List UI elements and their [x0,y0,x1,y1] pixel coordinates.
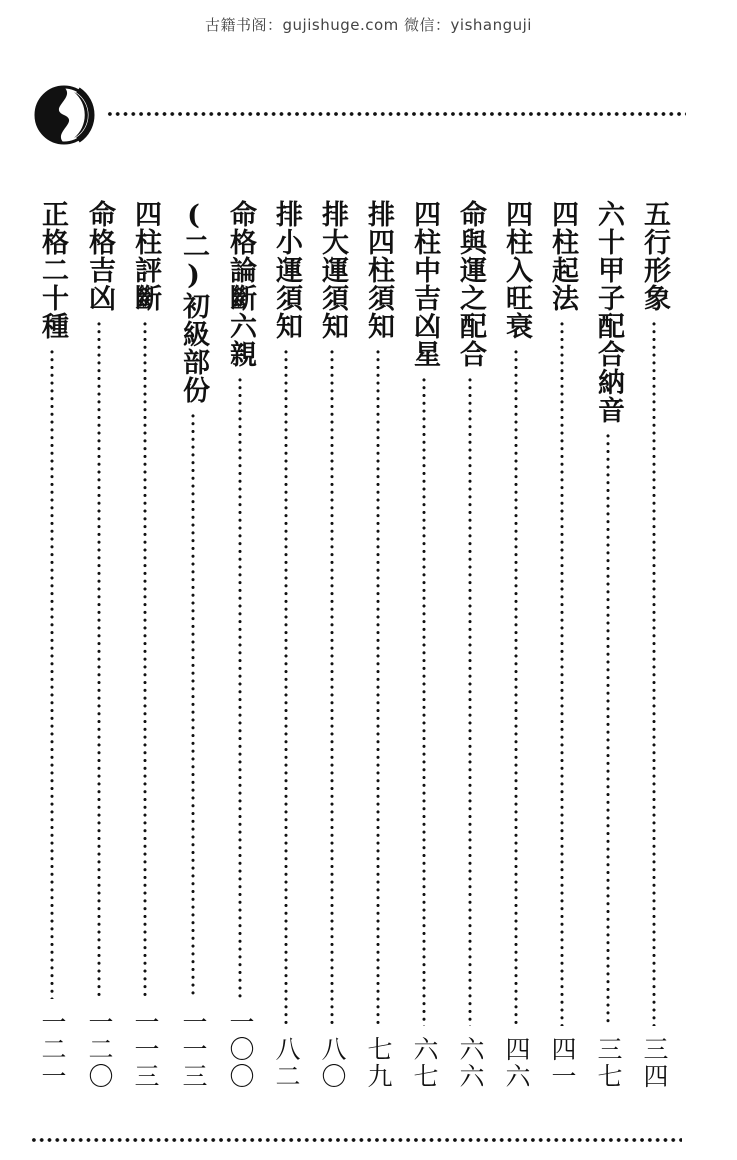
toc-entry[interactable] [223,200,257,1090]
toc-entry-title: 六十甲子配合納音 [593,200,624,424]
toc-entry[interactable] [176,200,210,1090]
toc-entry-leader [422,376,426,1026]
toc-entry-title: 四柱中吉凶星 [409,200,440,368]
toc-entry-title: (二)初級部份 [178,200,209,404]
toc-entry-leader [606,432,610,1026]
toc-entry-page: 七九 [364,1036,393,1090]
toc-entry-title: 命格論斷六親 [225,200,256,368]
toc-entry-title: 四柱起法 [547,200,578,312]
toc-entry[interactable] [35,200,69,1090]
toc-entry-page: 三七 [594,1036,623,1090]
toc-entry-title: 命格吉凶 [84,200,115,312]
toc-entry-title: 排大運須知 [317,200,348,340]
toc-entry[interactable] [128,200,162,1090]
toc-entry-title: 四柱評斷 [130,200,161,312]
toc-entry-page: 六六 [456,1036,485,1090]
toc-entry-page: 四六 [502,1036,531,1090]
toc-entry[interactable] [82,200,116,1090]
toc-entry-page: 八二 [272,1036,301,1090]
toc-entry-leader [238,376,242,999]
toc-entry-page: 三四 [640,1036,669,1090]
toc-entry[interactable] [499,200,533,1090]
bottom-dotted-rule [30,1137,682,1143]
toc-entry-page: 四一 [548,1036,577,1090]
toc-entry-page: 一二一 [38,1009,67,1090]
toc-entry-page: 六七 [410,1036,439,1090]
toc-entry-title: 五行形象 [639,200,670,312]
toc-entry[interactable] [637,200,671,1090]
toc-entry-leader [330,348,334,1026]
toc-entry-leader [652,320,656,1026]
toc-entry-leader [560,320,564,1026]
watermark-text: 古籍书阁：gujishuge.com 微信：yishanguji [205,16,532,34]
toc-entry-leader [514,348,518,1026]
toc-entry-leader [191,412,195,999]
toc-entry-title: 四柱入旺衰 [501,200,532,340]
toc-entry-page: 一一三 [131,1009,160,1090]
toc-entry-leader [97,320,101,999]
toc-entry[interactable] [361,200,395,1090]
toc-entry-title: 命與運之配合 [455,200,486,368]
toc-entry-leader [376,348,380,1026]
toc-entry-title: 正格二十種 [37,200,68,340]
toc-entry[interactable] [269,200,303,1090]
toc-entry[interactable] [545,200,579,1090]
toc-entry[interactable] [453,200,487,1090]
toc-entry-title: 排四柱須知 [363,200,394,340]
toc-entry-leader [143,320,147,999]
toc-entry-leader [284,348,288,1026]
toc-entry-page: 一一三 [179,1009,208,1090]
toc-entry-page: 一二〇 [85,1009,114,1090]
toc-entry-title: 排小運須知 [271,200,302,340]
toc-entry-leader [468,376,472,1026]
toc-entry-page: 一〇〇 [226,1009,255,1090]
toc-entry-leader [50,348,54,999]
toc-entry[interactable] [591,200,625,1090]
toc-entry-page: 八〇 [318,1036,347,1090]
toc-entry[interactable] [407,200,441,1090]
toc-entry[interactable] [315,200,349,1090]
